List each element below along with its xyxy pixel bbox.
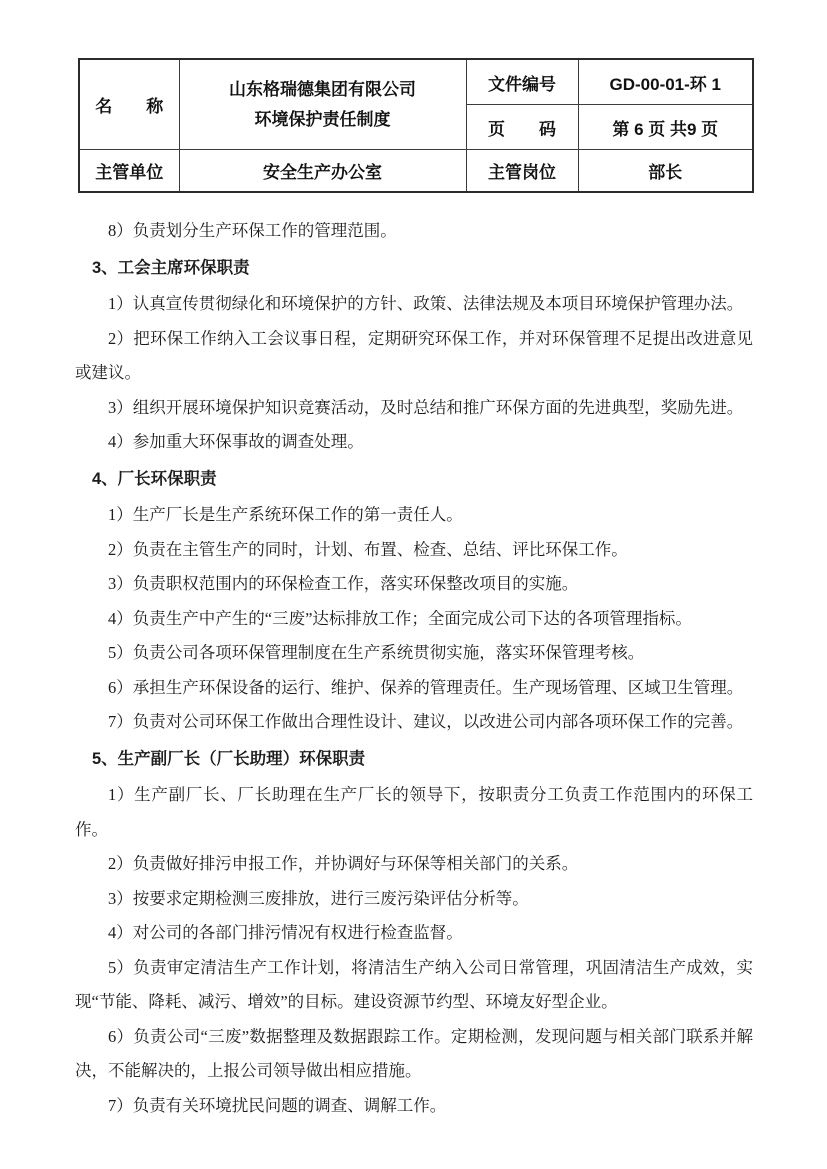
section-heading: 3、工会主席环保职责: [92, 258, 250, 277]
paragraph: 1）认真宣传贯彻绿化和环境保护的方针、政策、法律法规及本项目环境保护管理办法。: [108, 294, 744, 313]
supervising-unit-label: 主管单位: [79, 150, 179, 193]
paragraph: 6）承担生产环保设备的运行、维护、保养的管理责任。生产现场管理、区域卫生管理。: [108, 677, 744, 697]
paragraph: 7）负责有关环境扰民问题的调查、调解工作。: [108, 1095, 447, 1115]
document-title-line2: 环境保护责任制度: [254, 109, 391, 129]
document-title-line1: 山东格瑞德集团有限公司: [229, 79, 416, 99]
doc-number-value: GD-00-01-环 1: [578, 59, 753, 105]
doc-number-label: 文件编号: [466, 59, 578, 105]
paragraph: 3）组织开展环境保护知识竞赛活动，及时总结和推广环保方面的先进典型，奖励先进。: [108, 397, 744, 417]
paragraph: 4）参加重大环保事故的调查处理。: [108, 432, 364, 451]
supervising-unit-value: 安全生产办公室: [179, 150, 466, 193]
section-heading: 4、厂长环保职责: [92, 469, 217, 488]
paragraph: 2）负责在主管生产的同时，计划、布置、检查、总结、评比环保工作。: [108, 539, 628, 559]
paragraph: 2）把环保工作纳入工会议事日程，定期研究环保工作，并对环保管理不足提出改进意见或建议。: [75, 328, 753, 382]
document-body: [75, 214, 753, 1123]
supervising-post-label: 主管岗位: [466, 150, 578, 193]
page-code-label: 页 码: [466, 105, 578, 150]
paragraph: 3）负责职权范围内的环保检查工作，落实环保整改项目的实施。: [108, 574, 579, 593]
section-heading: 5、生产副厂长（厂长助理）环保职责: [92, 749, 366, 768]
page-code-value: 第 6 页 共9 页: [578, 105, 753, 150]
paragraph: 7）负责对公司环保工作做出合理性设计、建议，以改进公司内部各项环保工作的完善。: [108, 712, 744, 731]
paragraph: 3）按要求定期检测三废排放，进行三废污染评估分析等。: [108, 888, 529, 908]
paragraph: 2）负责做好排污申报工作，并协调好与环保等相关部门的关系。: [108, 854, 579, 873]
document-header-table: [78, 58, 754, 193]
document-title-cell: [179, 59, 466, 150]
paragraph: 6）负责公司“三废”数据整理及数据跟踪工作。定期检测，发现问题与相关部门联系并解决，不能解决的，上报公司领导做出相应措施。: [75, 1026, 753, 1080]
paragraph: 1）生产副厂长、厂长助理在生产厂长的领导下，按职责分工负责工作范围内的环保工作。: [75, 785, 753, 839]
name-label: 名 称: [79, 59, 179, 150]
paragraph: 4）对公司的各部门排污情况有权进行检查监督。: [108, 923, 463, 942]
paragraph: 1）生产厂长是生产系统环保工作的第一责任人。: [108, 505, 463, 524]
paragraph: 4）负责生产中产生的“三废”达标排放工作；全面完成公司下达的各项管理指标。: [108, 608, 692, 628]
paragraph: 8）负责划分生产环保工作的管理范围。: [108, 221, 397, 240]
paragraph: 5）负责审定清洁生产工作计划，将清洁生产纳入公司日常管理，巩固清洁生产成效，实现“节能、降耗、减污、增效”的目标。建设资源节约型、环境友好型企业。: [75, 957, 753, 1011]
supervising-post-value: 部长: [578, 150, 753, 193]
paragraph: 5）负责公司各项环保管理制度在生产系统贯彻实施，落实环保管理考核。: [108, 643, 645, 662]
